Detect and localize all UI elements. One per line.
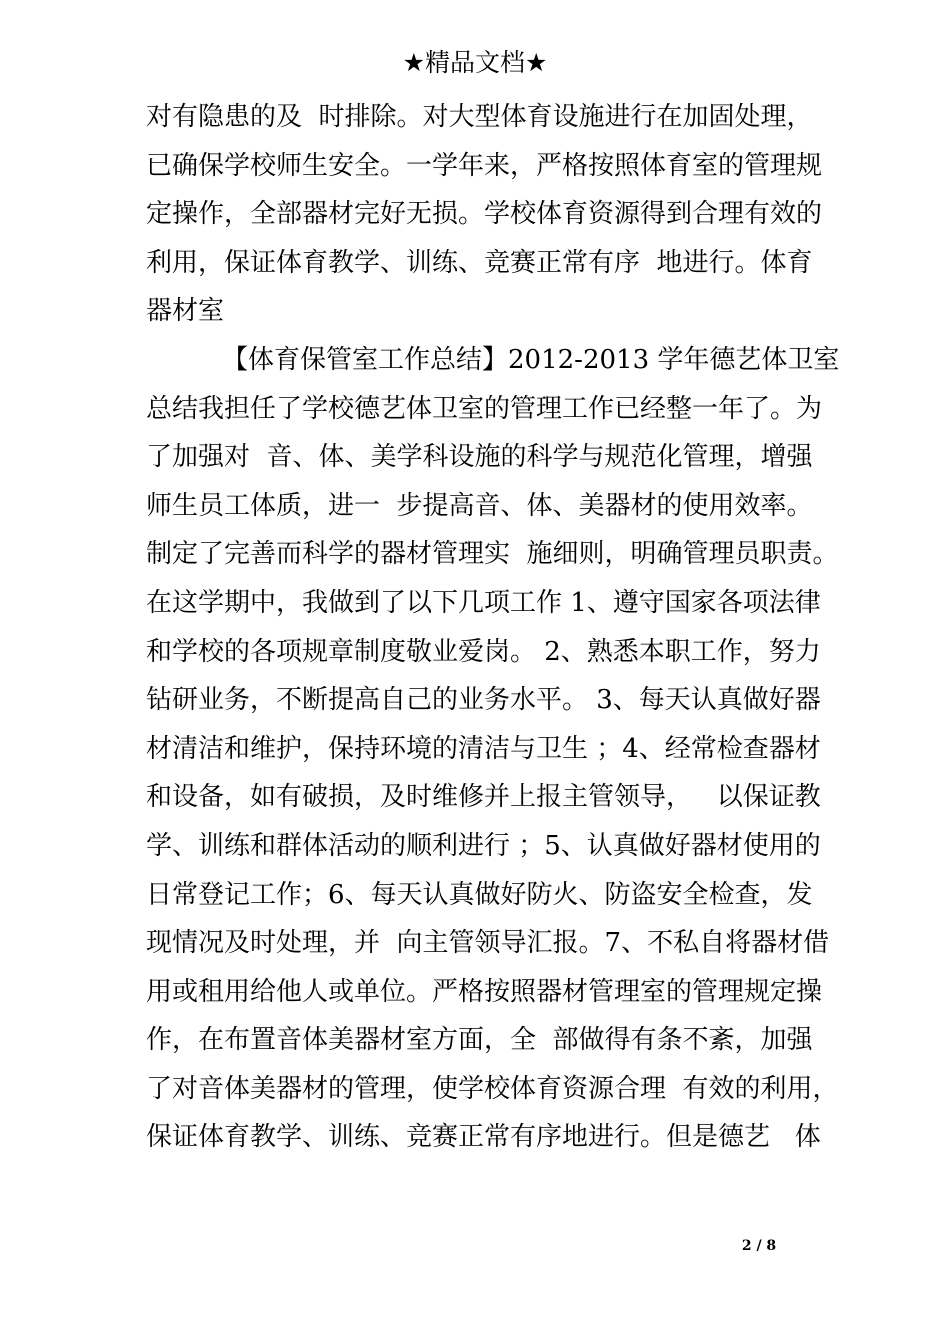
page-number: 2 / 8 <box>741 1238 777 1254</box>
page-header-title: ★精品文档★ <box>402 48 548 77</box>
paragraph-heading-line: 【体育保管室工作总结】2012-2013 学年德艺体卫室 <box>222 344 840 375</box>
text-line: 定操作，全部器材完好无损。学校体育资源得到合理有效的 <box>146 199 823 230</box>
text-line: 用或租用给他人或单位。严格按照器材管理室的管理规定操 <box>146 976 823 1007</box>
text-line: 日常登记工作；6、每天认真做好防火、防盗安全检查，发 <box>146 879 813 910</box>
text-line: 器材室 <box>146 296 225 327</box>
text-line: 和设备，如有破损，及时维修并上报主管领导， 以保证教 <box>146 782 821 813</box>
text-line: 了对音体美器材的管理，使学校体育资源合理 有效的利用， <box>146 1073 839 1104</box>
text-line: 利用，保证体育教学、训练、竞赛正常有序 地进行。体育 <box>146 247 813 278</box>
text-line: 了加强对 音、体、美学科设施的科学与规范化管理，增强 <box>146 442 813 473</box>
text-line: 制定了完善而科学的器材管理实 施细则，明确管理员职责。 <box>146 539 839 570</box>
text-line: 钻研业务，不断提高自己的业务水平。 3、每天认真做好器 <box>146 685 821 716</box>
text-line: 和学校的各项规章制度敬业爱岗。 2、熟悉本职工作，努力 <box>146 636 821 667</box>
text-line: 总结我担任了学校德艺体卫室的管理工作已经整一年了。为 <box>146 393 823 424</box>
text-line: 现情况及时处理，并 向主管领导汇报。7、不私自将器材借 <box>146 928 830 959</box>
text-line: 对有隐患的及 时排除。对大型体育设施进行在加固处理， <box>146 102 813 132</box>
text-line: 师生员工体质，进一 步提高音、体、美器材的使用效率。 <box>146 490 813 521</box>
text-line: 学、训练和群体活动的顺利进行 ；5、认真做好器材使用的 <box>146 830 821 861</box>
text-line: 保证体育教学、训练、竞赛正常有序地进行。但是德艺 体 <box>146 1122 821 1153</box>
text-line: 作，在布置音体美器材室方面，全 部做得有条不紊，加强 <box>146 1025 813 1056</box>
document-body <box>146 97 840 1166</box>
text-line: 材清洁和维护，保持环境的清洁与卫生 ；4、经常检查器材 <box>146 733 821 764</box>
text-line: 在这学期中，我做到了以下几项工作 1、遵守国家各项法律 <box>146 587 821 618</box>
text-line: 已确保学校师生安全。一学年来，严格按照体育室的管理规 <box>146 150 823 181</box>
